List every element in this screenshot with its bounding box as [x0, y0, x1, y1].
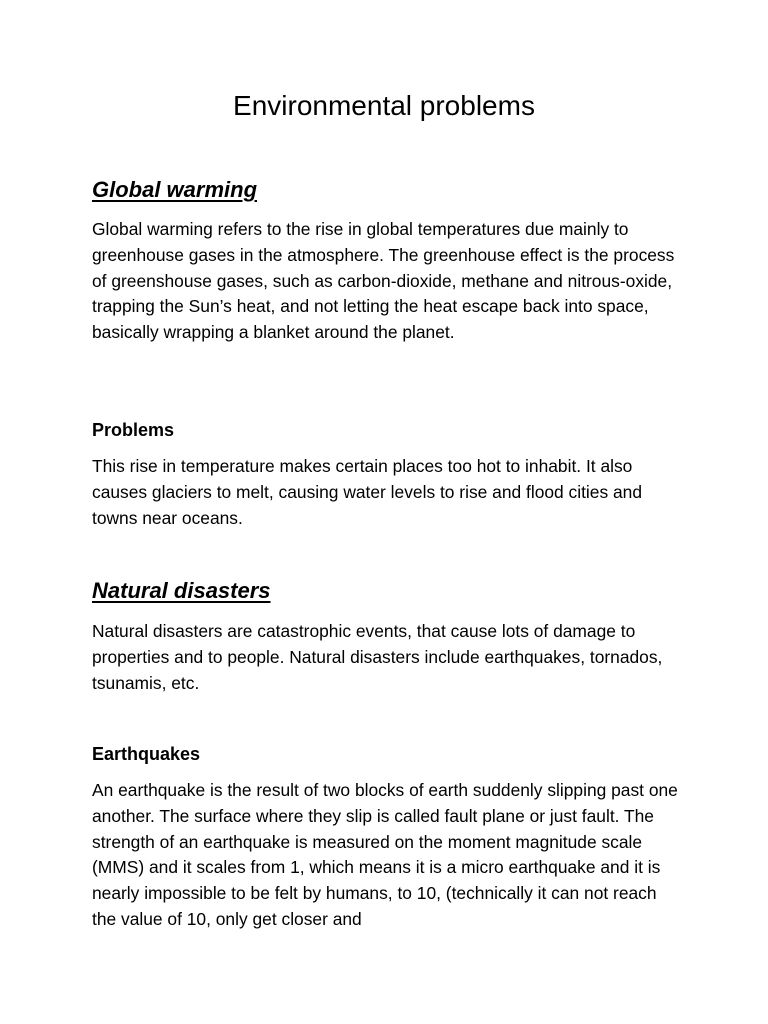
section-heading-natural-disasters: Natural disasters [92, 578, 271, 603]
paragraph-earthquakes: An earthquake is the result of two blocks of earth suddenly slipping past one another. The surface where they slip is called fault plane or just fault. The strength of an earthquake is measured on the moment magnitude scale (MMS) and it scales from 1, which means it is a micro earthquake and it is nearly impossible to be felt by humans, to 10, (technically it can not reach the value of 10, only get closer and [92, 780, 678, 929]
subheading-earthquakes: Earthquakes [92, 744, 201, 764]
paragraph-natural-disasters: Natural disasters are catastrophic events, that cause lots of damage to properties and to people. Natural disasters include earthquakes, tornados, tsunamis, etc. [92, 621, 663, 693]
section-heading-global-warming: Global warming [92, 177, 258, 202]
paragraph-global-warming: Global warming refers to the rise in global temperatures due mainly to greenhouse gases in the atmosphere. The greenhouse effect is the process of greenshouse gases, such as carbon-dioxide, methane and nitrous-oxide, trapping the Sun’s heat, and not letting the heat escape back into space, basically wrapping a blanket around the planet. [92, 219, 675, 343]
paragraph-problems: This rise in temperature makes certain places too hot to inhabit. It also causes glaciers to melt, causing water levels to rise and flood cities and towns near oceans. [92, 456, 643, 528]
subheading-problems: Problems [92, 420, 175, 440]
document-title: Environmental problems [233, 90, 535, 121]
